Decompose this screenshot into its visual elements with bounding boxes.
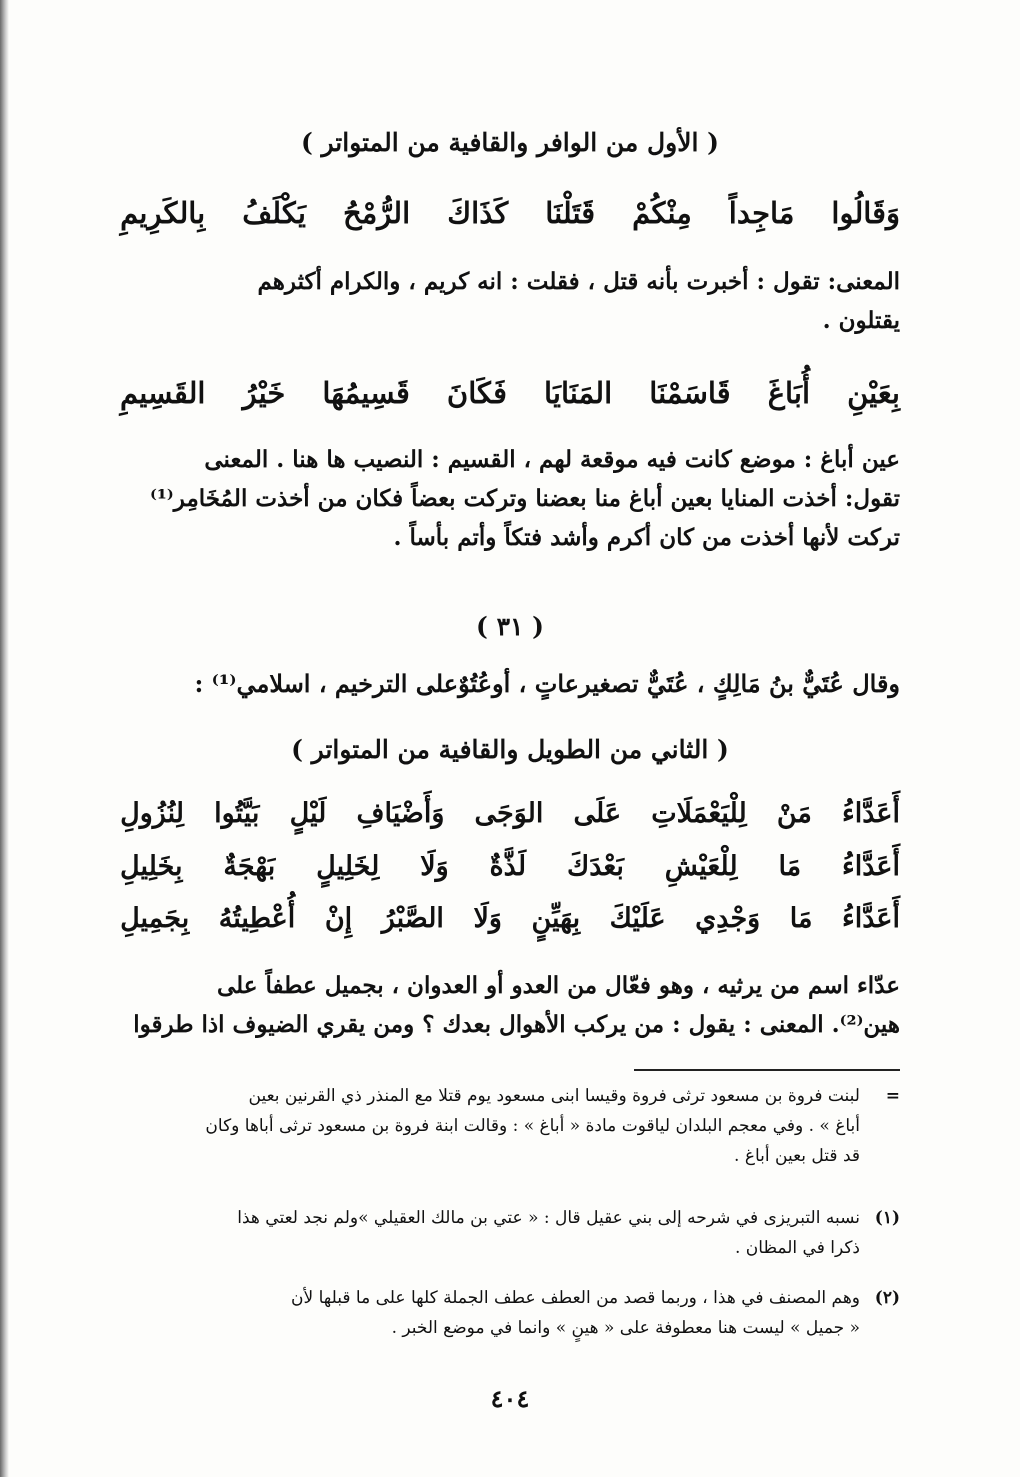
verse-word: المَنَايَا [544, 376, 613, 410]
intro-line: وقال عُتَيٌّ بنُ مَالِكٍ ، عُتَيٌّ تصغيرعاتٍ ، أوعُتُوٌعلى الترخيم ، اسلامي⁽¹⁾ : [194, 669, 900, 698]
verse-2 [120, 376, 900, 410]
verse-1 [120, 196, 900, 230]
footnote-line: لبنت فروة بن مسعود ترثى فروة وقيسا ابنى مسعود يوم قتلا مع المنذر ذي القرنين بعين [248, 1086, 860, 1106]
verse-word: وَلَا [473, 903, 502, 934]
footnote-line: وهم المصنف في هذا ، وربما قصد من العطف عطف الجملة كلها على ما قبلها لأن [291, 1288, 860, 1308]
footnote-line: نسبه التبريزى في شرحه إلى بني عقيل قال : « عتي بن مالك العقيلي »ولم نجد لعتي هذا [237, 1208, 860, 1228]
verse-word: كَذَاكَ [447, 196, 509, 230]
footnote-line: « جميل » ليست هنا معطوفة على « هينٍ » وانما في موضع الخبر . [391, 1318, 860, 1338]
commentary-line: عين أباغ : موضع كانت فيه موقعة لهم ، القسيم : النصيب ها هنا . المعنى [204, 446, 900, 473]
footnote-continuation [120, 1081, 900, 1171]
verse-word: قَتَلْنَا [545, 196, 596, 230]
footnote-line: أباغ » . وفي معجم البلدان لياقوت مادة « أباغ » : وقالت ابنة فروة بن مسعود ترثى أباها وكان [205, 1116, 860, 1136]
verse-word: عَلَى [573, 798, 622, 829]
verse-word: خَيْرُ [242, 376, 286, 410]
verse-word: وَقَالُوا [831, 196, 900, 230]
verse-word: بَهْجَةٌ [223, 851, 276, 882]
poet-intro [120, 664, 900, 703]
verse-word: بِالكَرِيمِ [120, 196, 206, 230]
verse-word: أَعَدَّاءُ [842, 851, 900, 882]
footnote-mark: (١) [874, 1208, 900, 1228]
verse-word: إِنْ [324, 903, 353, 934]
verse-word: أُعْطِيتُهُ [218, 903, 296, 934]
verse-word: لِنُزُولِ [120, 798, 185, 829]
verse-word: مِنْكُمْ [632, 196, 692, 230]
footnote-mark: = [885, 1086, 900, 1106]
verse-word: يَكْلَفُ [242, 196, 306, 230]
commentary-3 [120, 966, 900, 1044]
poem2-verse-2 [120, 851, 900, 882]
verse-word: مَا [789, 903, 813, 934]
verse-word: الوَجَى [474, 798, 544, 829]
commentary-line: يقتلون . [822, 307, 900, 334]
verse-word: مَا [778, 851, 802, 882]
verse-word: قَسِيمُهَا [322, 376, 410, 410]
footnote-1 [120, 1203, 900, 1263]
footnote-line: ذكرا في المظان . [734, 1238, 860, 1258]
verse-word: أَعَدَّاءُ [842, 903, 900, 934]
commentary-line: هين⁽²⁾. المعنى : يقول : من يركب الأهوال بعدك ؟ ومن يقري الضيوف اذا طرقوا [133, 1011, 900, 1038]
verse-word: لَيْلٍ [289, 798, 327, 829]
page-edge-shadow [0, 0, 9, 1477]
verse-word: قَاسَمْنَا [649, 376, 731, 410]
verse-word: بَيَّتُوا [214, 798, 260, 829]
verse-word: لَذَّةٌ [489, 851, 527, 882]
verse-word: مَنْ [776, 798, 812, 829]
verse-word: بِعَيْنِ [847, 376, 900, 410]
verse-word: وَأَضْيَافِ [356, 798, 445, 829]
poem2-verse-3 [120, 903, 900, 934]
footnote-separator [634, 1069, 900, 1071]
verse-word: وَلَا [420, 851, 449, 882]
verse-word: لِلْيَعْمَلَاتِ [651, 798, 747, 829]
poem1-meter-heading: ( الأول من الوافر والقافية من المتواتر ) [300, 128, 719, 157]
commentary-line: تركت لأنها أخذت من كان أكرم وأشد فتكاً وأتم بأساً . [393, 524, 900, 551]
verse-word: بَعْدَكَ [566, 851, 624, 882]
commentary-1 [120, 262, 900, 340]
commentary-line: تقول: أخذت المنايا بعين أباغ منا بعضنا وتركت بعضاً فكان من أخذت المُخَامِر⁽¹⁾ [149, 485, 900, 512]
verse-word: مَاجِداً [728, 196, 795, 230]
verse-word: لِلْعَيْشِ [664, 851, 738, 882]
commentary-2 [120, 440, 900, 557]
verse-word: بِخَلِيلِ [120, 851, 183, 882]
poem2-verse-1 [120, 798, 900, 829]
footnote-2 [120, 1283, 900, 1343]
verse-word: بِجَمِيلِ [120, 903, 190, 934]
verse-word: أُبَاغَ [767, 376, 811, 410]
footnote-mark: (٢) [874, 1288, 900, 1308]
page-number: ٤٠٤ [490, 1384, 530, 1413]
verse-word: الصَّبْرُ [381, 903, 444, 934]
verse-word: وَجْدِي [695, 903, 761, 934]
section-number: ( ٣١ ) [476, 612, 544, 641]
verse-word: أَعَدَّاءُ [842, 798, 900, 829]
verse-word: لِخَلِيلٍ [316, 851, 380, 882]
verse-word: الرُّمْحُ [343, 196, 411, 230]
poem2-meter-heading: ( الثاني من الطويل والقافية من المتواتر ) [291, 735, 729, 764]
verse-word: بِهَيِّنٍ [531, 903, 581, 934]
footnote-line: قد قتل بعين أباغ . [734, 1146, 860, 1166]
verse-word: فَكَانَ [446, 376, 507, 410]
commentary-line: المعنى: تقول : أخبرت بأنه قتل ، فقلت : انه كريم ، والكرام أكثرهم [257, 268, 900, 295]
commentary-line: عدّاء اسم من يرثيه ، وهو فعّال من العدو أو العدوان ، بجميل عطفاً على [216, 972, 900, 999]
verse-word: القَسِيمِ [120, 376, 206, 410]
verse-word: عَلَيْكَ [609, 903, 666, 934]
